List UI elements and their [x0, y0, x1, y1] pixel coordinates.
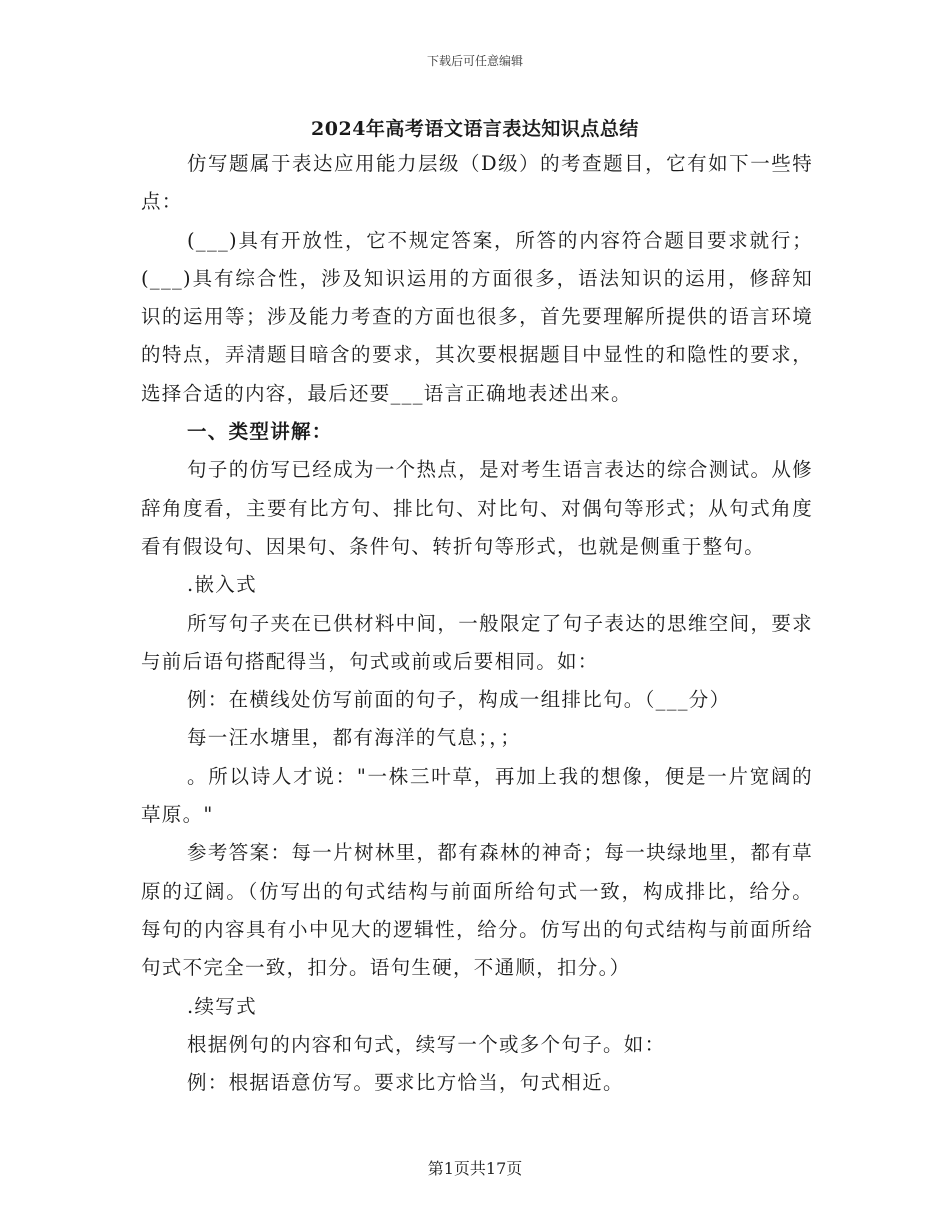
example-question: 例：在横线处仿写前面的句子，构成一组排比句。（___分） — [187, 688, 731, 712]
section-intro-paragraph: 句子的仿写已经成为一个热点，是对考生语言表达的综合测试。从修辞角度看，主要有比方句、排比句、对比句、对偶句等形式；从句式角度看有假设句、因果句、条件句、转折句等形式，也就是侧重于整句。 — [141, 458, 813, 558]
embedded-description: 所写句子夹在已供材料中间，一般限定了句子表达的思维空间，要求与前后语句搭配得当，句式或前或后要相同。如： — [141, 611, 813, 673]
page-header: 下载后可任意编辑 — [426, 54, 523, 68]
reference-answer: 参考答案：每一片树林里，都有森林的神奇；每一块绿地里，都有草原的辽阔。（仿写出的句式结构与前面所给句式一致，构成排比，给分。每句的内容具有小中见大的逻辑性，给分。仿写出的句式结构与前面所给句式不完全一致，扣分。语句生硬，不通顺，扣分。） — [141, 841, 813, 980]
document-title: 2024年高考语文语言表达知识点总结 — [311, 118, 639, 140]
example-quote: 。所以诗人才说："一株三叶草，再加上我的想像，便是一片宽阔的草原。" — [141, 764, 813, 827]
page-footer: 第1页共17页 — [427, 1159, 523, 1178]
document-body — [141, 145, 813, 1102]
subheading-embedded: .嵌入式 — [187, 573, 257, 597]
continuation-description: 根据例句的内容和句式，续写一个或多个句子。如： — [187, 1032, 666, 1056]
features-paragraph: (___)具有开放性，它不规定答案，所答的内容符合题目要求就行；(___)具有综合性，涉及知识运用的方面很多，语法知识的运用，修辞知识的运用等；涉及能力考查的方面也很多，首先要理解所提供的语言环境的特点，弄清题目暗含的要求，其次要根据题目中显性的和隐性的要求，选择合适的内容，最后还要___语言正确地表述出来。 — [141, 228, 813, 405]
section-heading: 一、类型讲解： — [187, 420, 333, 444]
continuation-example: 例：根据语意仿写。要求比方恰当，句式相近。 — [187, 1071, 624, 1095]
intro-paragraph: 仿写题属于表达应用能力层级（D级）的考查题目，它有如下一些特点： — [141, 152, 813, 214]
subheading-continuation: .续写式 — [187, 994, 257, 1018]
example-sentence: 每一汪水塘里，都有海洋的气息；，； — [187, 726, 522, 750]
